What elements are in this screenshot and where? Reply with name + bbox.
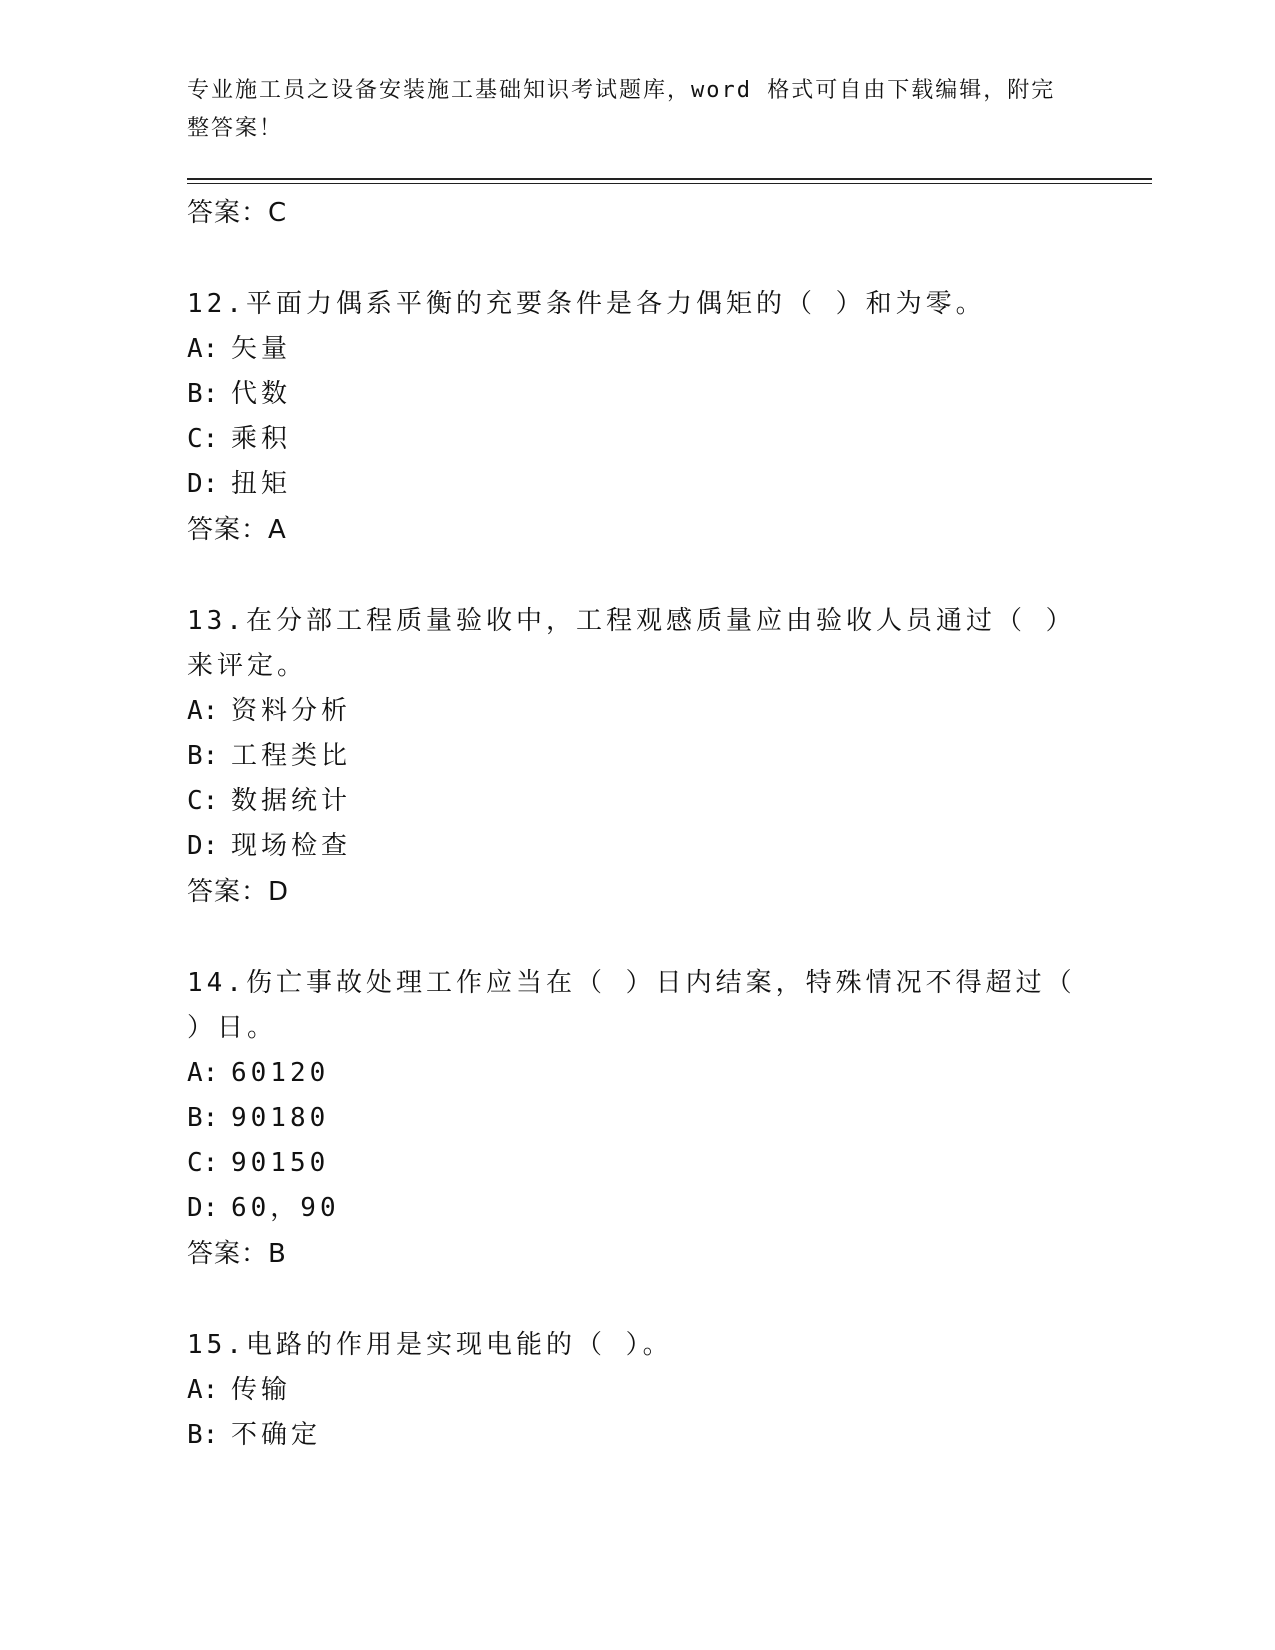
document-header: 专业施工员之设备安装施工基础知识考试题库，word 格式可自由下载编辑，附完整答案！ (187, 78, 1056, 141)
option-d (187, 462, 1087, 507)
option-b (187, 1413, 1087, 1458)
question-text: 14.伤亡事故处理工作应当在（ ）日内结案，特殊情况不得超过（ ）日。 (187, 968, 1076, 1043)
option-c (187, 417, 1087, 462)
option-label: B: (187, 379, 219, 409)
option-label: C: (187, 1148, 219, 1178)
option-text: 资料分析 (231, 696, 352, 726)
option-text: 不确定 (231, 1420, 322, 1450)
option-text: 传输 (231, 1375, 292, 1405)
option-a (187, 1051, 1087, 1096)
option-label: D: (187, 1193, 219, 1223)
question-text: 13.在分部工程质量验收中，工程观感质量应由验收人员通过（ ）来评定。 (187, 606, 1076, 681)
question-text: 15.电路的作用是实现电能的（ ）。 (187, 1330, 673, 1360)
answer-line: 答案：C (187, 198, 288, 228)
option-text: 60120 (231, 1058, 330, 1088)
option-label: B: (187, 1420, 219, 1450)
option-b (187, 1096, 1087, 1141)
option-label: C: (187, 424, 219, 454)
option-label: B: (187, 1103, 219, 1133)
answer-line: 答案：B (187, 1239, 287, 1269)
question-text: 12.平面力偶系平衡的充要条件是各力偶矩的（ ）和为零。 (187, 289, 986, 319)
option-label: A: (187, 1058, 219, 1088)
option-c (187, 779, 1087, 824)
spacer (187, 1277, 1087, 1323)
header-divider (187, 178, 1152, 180)
option-label: D: (187, 469, 219, 499)
option-label: C: (187, 786, 219, 816)
header-divider-thin (187, 183, 1152, 184)
option-b (187, 734, 1087, 779)
option-label: B: (187, 741, 219, 771)
option-text: 乘积 (231, 424, 292, 454)
option-label: A: (187, 696, 219, 726)
option-text: 代数 (231, 379, 292, 409)
option-d (187, 824, 1087, 869)
option-text: 90180 (231, 1103, 330, 1133)
option-text: 数据统计 (231, 786, 352, 816)
option-b (187, 372, 1087, 417)
spacer (187, 236, 1087, 282)
question-list (187, 190, 1087, 1458)
option-label: D: (187, 831, 219, 861)
option-c (187, 1141, 1087, 1186)
option-a (187, 1368, 1087, 1413)
answer-line: 答案：D (187, 877, 290, 907)
option-a (187, 689, 1087, 734)
spacer (187, 915, 1087, 961)
option-text: 60，90 (231, 1193, 340, 1223)
option-label: A: (187, 334, 219, 364)
option-text: 现场检查 (231, 831, 352, 861)
option-text: 扭矩 (231, 469, 292, 499)
answer-line: 答案：A (187, 515, 287, 545)
option-text: 90150 (231, 1148, 330, 1178)
option-label: A: (187, 1375, 219, 1405)
option-a (187, 327, 1087, 372)
spacer (187, 553, 1087, 599)
option-text: 工程类比 (231, 741, 352, 771)
option-d (187, 1186, 1087, 1231)
option-text: 矢量 (231, 334, 292, 364)
